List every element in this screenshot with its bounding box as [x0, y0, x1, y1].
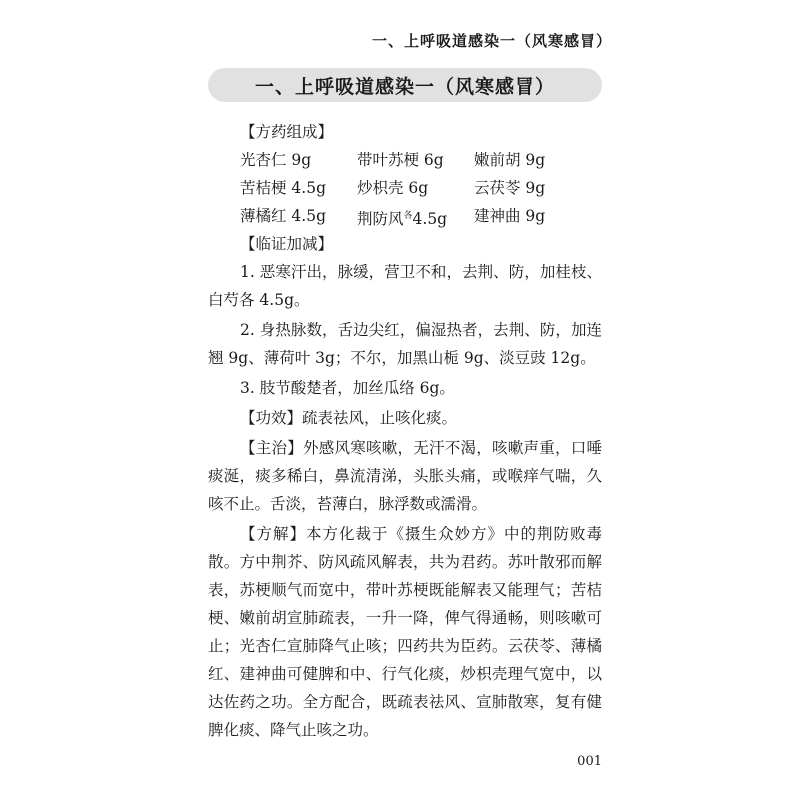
section-title: 一、上呼吸道感染一（风寒感冒） [254, 75, 555, 98]
prescription-row [208, 202, 602, 230]
modification-item: 2. 身热脉数，舌边尖红，偏湿热者，去荆、防，加连翘 9g、薄荷叶 3g；不尔，加黑山栀 9g、淡豆豉 12g。 [208, 321, 602, 367]
section-title-bar [208, 68, 602, 102]
herb-amount: 4.5g [412, 210, 448, 229]
page-number: 001 [577, 754, 602, 769]
efficacy-paragraph: 【功效】疏表祛风，止咳化痰。 [240, 409, 458, 427]
herb-item: 苦桔梗 4.5g [240, 179, 326, 197]
modification-item: 1. 恶寒汗出，脉缓，营卫不和，去荆、防，加桂枝、白芍各 4.5g。 [208, 263, 602, 309]
herb-item: 光杏仁 9g [240, 151, 312, 169]
herb-name: 荆防风 [357, 210, 404, 229]
prescription-row [208, 146, 602, 174]
herb-each-mark: 各 [403, 211, 413, 221]
analysis-paragraph: 【方解】本方化裁于《摄生众妙方》中的荆防败毒散。方中荆芥、防风疏风解表，共为君药。苏叶散邪而解表，苏梗顺气而宽中，带叶苏梗既能解表又能理气；苦桔梗、嫩前胡宣肺疏表，一升一降，俾气得通畅，则咳嗽可止；光杏仁宣肺降气止咳；四药共为臣药。云茯苓、薄橘红、建神曲可健脾和中、行气化痰，炒枳壳理气宽中，以达佐药之功。全方配合，既疏表祛风、宣肺散寒，复有健脾化痰、降气止咳之功。 [208, 525, 602, 739]
herb-item-jingfang [357, 202, 474, 230]
page-content [208, 118, 602, 746]
herb-item: 云茯苓 9g [474, 179, 546, 197]
modifications-heading: 【临证加减】 [240, 235, 334, 253]
herb-item: 嫩前胡 9g [474, 151, 546, 169]
prescription-heading: 【方药组成】 [240, 123, 334, 141]
herb-item: 带叶苏梗 6g [357, 151, 444, 169]
prescription-row [208, 174, 602, 202]
herb-item: 薄橘红 4.5g [240, 207, 326, 225]
running-header: 一、上呼吸道感染一（风寒感冒） [371, 32, 612, 50]
herb-item: 建神曲 9g [474, 207, 546, 225]
indication-paragraph: 【主治】外感风寒咳嗽，无汗不渴，咳嗽声重，口唾痰涎，痰多稀白，鼻流清涕，头胀头痛，或喉痒气喘，久咳不止。舌淡，苔薄白，脉浮数或濡滑。 [208, 439, 602, 513]
modification-item: 3. 肢节酸楚者，加丝瓜络 6g。 [240, 379, 455, 397]
herb-item: 炒枳壳 6g [357, 179, 429, 197]
